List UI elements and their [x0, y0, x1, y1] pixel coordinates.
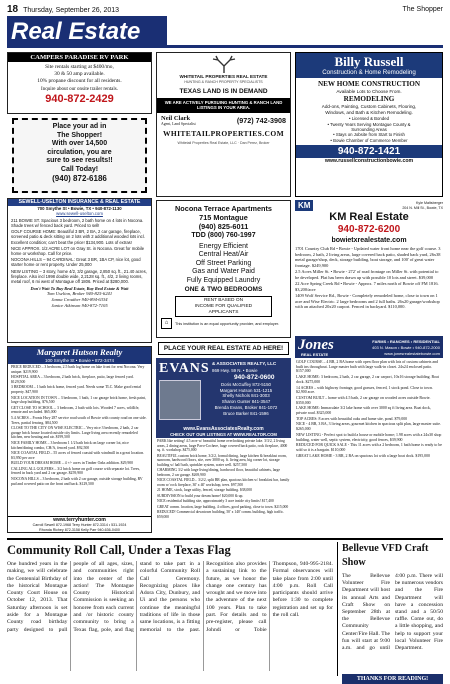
sewell-agents	[8, 291, 151, 309]
evans-tagline: 869 Hwy. 59 N. • Bowie	[212, 368, 258, 373]
list-item: NICE - 4 BR, 3 BA, 3 living areas, gourmet kitchen in spacious split plan, large master suite. $265,000	[296, 422, 441, 432]
thanks-banner: THANKS FOR READING!	[342, 674, 443, 684]
whitetail-brand: WHITETAIL PROPERTIES REAL ESTATE	[179, 74, 268, 79]
jones-contact: 403 N. Mason • Bowie • 940-872-2000	[372, 345, 440, 350]
russell-web[interactable]: www.russellconstructionbowie.com	[324, 158, 414, 165]
russell-sub: Construction & Home Remodeling	[322, 69, 416, 76]
evans-name: EVANS	[159, 361, 210, 376]
evans-firm: & ASSOCIATES REALTY, LLC	[212, 361, 277, 366]
list-item: PRICE REDUCED – 3 bedroom, 2.5 bath log home on lake front for rent Nocona. Very unique. $219,900	[11, 365, 145, 374]
sewell-address: 700 Smythe St • Bowie, TX • 940-872-1130	[37, 206, 122, 211]
russell-phone: 940-872-1421	[296, 145, 442, 158]
agent-line: Sharon Gunter 841-3547	[221, 399, 271, 405]
agent-line: Rhonda Richey 872-3158 Kelly Parr 940-636-0400	[39, 527, 120, 532]
article-roll-call	[7, 542, 333, 676]
section-title: Real Estate	[7, 16, 167, 48]
agent-line: Brenda Evans, Broker 841-1072	[214, 404, 278, 410]
list-item: 14 ACRES – with highway frontage, good grasses, fenced, 1 stock pond. Close to town. $2,900 acre.	[296, 385, 433, 395]
nocona-title: Nocona Terrace Apartments	[175, 204, 272, 213]
agent-line: Doris McGuffey 872-5150	[221, 382, 271, 387]
agent-line: Shelly Nichols 841-3003	[222, 393, 270, 399]
sewell-tagline: Don't Wait To Buy Real Estate, Buy Real Estate & Wait	[30, 286, 129, 292]
margaret-ad	[7, 346, 152, 533]
evans-web[interactable]: www.EvansAssociatesRealty.com	[156, 426, 291, 432]
place-ad-phone: (940) 872-6186	[52, 174, 107, 183]
km-phone: 940-872-6200	[337, 224, 401, 235]
nocona-rent-line: INCOME FOR QUALIFIED	[194, 303, 253, 309]
list-item: CUSTOM BUILT – home with 4.5 bath, 2 car garage on wooded acres outside Bowie. $350,000	[296, 395, 431, 405]
margaret-listings	[8, 364, 151, 488]
jones-listings	[295, 358, 443, 461]
list-item: NICE residential building site, approximately 3 acre inside city limits! $17,400	[157, 499, 274, 503]
list-item: NICE COASTAL FIELD – 55 acres of fenced coastal with windmill in a great location. $3,950 per acre	[11, 451, 145, 460]
article-craft-show	[342, 542, 443, 682]
list-item: 2.5 Acres Miller St. • Bowie - 272' of road frontage on Miller St. with potential to be developed. Plat has been drawn up with possible 10 lots and street. $39,000	[295, 269, 439, 280]
masthead-bar	[7, 4, 443, 15]
section-divider	[7, 538, 443, 540]
sewell-title: SEWELL-USELTON INSURANCE & REAL ESTATE	[8, 199, 151, 206]
vertical-rule	[337, 542, 338, 676]
jones-brand: Jones	[298, 337, 334, 353]
agent-line: Janna Crouther 940-894-6334	[51, 297, 108, 303]
campers-line4: Inquire about our onsite trailer rentals.	[41, 87, 118, 92]
article-body: One hundred years in the making, we will celebrate the Centennial Birthday of the historical Montague County Court House on October 12, 2013. That Saturday afternoon is set aside for a Montague County road birthday party designed to pull people of all ages, sizes, and communities right into the center of the action! The Montague County Historical Commission is seeking an honoree from each current and /or historic county community to bring a Texas flag, pole, and flag stand to take part in a colorful Community Roll Call Ceremony. Recognizing places like Adora City, Dunbury, and Ui and the persons who continue the meaningful traditions of life in those same locations, is a fitting memorial to the past. Recognition also provides a sustaining link to the future, as we honor the change one century has wrought and we move into the adventure of the next 100 years. Plan to take part. For details and to pre-register, please call Johndi or Tobie Thompson, 940-995-2184. Formal observances will take place from 2:00 until 4:00 p.m. Roll Call participants should arrive before 1:30 to complete registration and set up for the roll call.	[7, 561, 333, 633]
russell-header	[296, 53, 442, 78]
agent-line: Carroll Sewell 872-1968 Terry Hunter 872-3314 • 531-1924	[32, 523, 127, 528]
equal-housing-icon: ⌂	[161, 318, 172, 329]
evans-phone: 940-872-0600	[234, 374, 275, 381]
house-photo	[159, 380, 201, 420]
article-title: Community Roll Call, Under a Texas Flag	[7, 543, 231, 557]
km-ad	[295, 200, 443, 332]
list-item: 1701 Country Club Rd • Bowie - Updated water front home near the golf course. 3 bedroom, 2 bath, 2 living areas, large covered back patio, shaded back yard, 26x38 metal garage/shop, deck, storage building, boat storage, and 100' of great water frontage. $249,900	[295, 246, 441, 268]
whitetail-fine: Whitetail Properties Real Estate, LLC · Dan Perez, Broker	[177, 140, 270, 145]
campers-line3: 10% propane discount for all residents.	[37, 78, 122, 84]
deer-antler-icon	[209, 56, 239, 74]
place-ad-l4: circulation, you are	[47, 148, 112, 156]
jones-web[interactable]: www.jonesrealestatebowie.com	[384, 351, 440, 356]
km-web[interactable]: bowietxrealestate.com	[331, 237, 407, 244]
nocona-phone: (940) 825-6011	[198, 222, 249, 231]
nocona-amenity: Gas and Water Paid	[192, 268, 255, 276]
list-item: NEW LISTING - Perfect spot to build a house or mobile home; 1.98 acres with a 24x30 shop building, water well, septic system, electricity, good fences, $39,900	[296, 432, 442, 442]
paper-name: The Shopper	[402, 6, 443, 13]
km-agent-name: Kyle Maltsberger	[416, 201, 443, 206]
km-brand: KM Real Estate	[329, 211, 409, 223]
list-item: NICE FAMILY HOME – 3 bedroom 1 1/2 bath brick on large corner lot, nice kitchen/dining combo, CH/A, fenced yard. $92,500	[11, 440, 129, 450]
russell-h2c: Windows, and Bath & Kitchen Remodeling.	[325, 109, 413, 115]
list-item: NEW LISTING – 3 story, home 4/2, 3/2 garage, 2,850 sq. ft., 21.40 acres, fireplace. Also incl 1998 double wide, 2,2128 sq. ft., 4/2, 2 living rooms, metal roof, 6 mi west of Montague off 1806. Priced at $280,000.	[11, 268, 147, 285]
whitetail-ad	[156, 52, 291, 197]
list-item: HOSPITAL AREA – 3 bedroom, 2 bath brick, fireplace, patio, large fenced yard. $129,500	[11, 375, 134, 384]
list-item: SUBDIVISION to build your dream home! $20,000 & up.	[157, 493, 244, 498]
campers-phone: 940-872-2429	[45, 93, 114, 105]
list-item: REDUCED! Commercial downtown building, 50' x 140' comm. building, high traffic. $59,000	[157, 510, 285, 519]
issue-date: Thursday, September 26, 2013	[23, 7, 120, 14]
russell-b4: • Bowie Chamber of Commerce Member	[330, 137, 408, 143]
place-ad-l5: sure to see results!!	[46, 157, 113, 164]
russell-h2b: Add-ons, Painting, Custom Cabinets, Flooring,	[321, 104, 417, 109]
km-agent-address: 204 N. Mill St., Bowie, TX	[402, 205, 443, 210]
jones-tags: FARMS • RANCHES • RESIDENTIAL	[372, 339, 440, 344]
list-item: LAKE HOME: Immaculate 3/2 lake home with over 3000 sq ft living area. Boat dock, private road. $325,000	[296, 406, 431, 416]
margaret-title: Margaret Hutson Realty	[8, 347, 151, 358]
russell-ad	[295, 52, 443, 197]
nocona-amenity: Off Street Parking	[195, 259, 252, 267]
list-item: NICE APPROX. 1/2 ACRE LOT on Gray St. in Nocona. Great for mobile home or workshop. Call for price.	[11, 245, 145, 257]
article-title: Bellevue VFD Craft Show	[342, 543, 429, 568]
km-logo: KM	[295, 200, 313, 211]
list-item: 3 BEDROOM – 1 bath brick home, fenced yard. Needs some TLC. Make good rental property. $47,900	[11, 385, 141, 394]
evans-cta: CHECK OUT OUR LISTINGS AT WWW.REALTOR.COM	[156, 432, 291, 438]
nocona-rent-line: APPLICANTS	[208, 309, 239, 315]
list-item: REDUCED FOR QUICK SALE - This 11 acres with a 2 bedroom, 1 bath home is ready to be sold so it is a bargain. $110,000	[296, 443, 442, 452]
list-item: PARK like setting! 4.5 acre w/ beautiful home overlooking private lake. 3/3/2, 2 living areas, 2 dining areas, large Pavo-Cochere, huge covered back patio, rock fireplace, 4000 sq. ft. workshop. $475,000	[157, 439, 288, 452]
list-item: 1409 Wolf Service Rd., Bowie - Completely remodeled home, close to town on 1 acre and Wise Electric. 2 large bedrooms and 2 full baths. 26x20 garage/workshop with an attached 20x20 carport. Fenced in backyard. $110,000.	[295, 293, 440, 309]
nocona-rent-line: RENT BASED ON	[203, 298, 244, 304]
place-ad-box	[12, 118, 147, 193]
list-item: CHARMING 3/2 with large living/dining, hardwood floor, beautiful cabinets, large bedroom, 2 car garage. $269,900	[157, 468, 281, 477]
list-item: CLOSE TO THE CITY ON WISE ELECTRIC – Very nice 3 bedroom, 2 bath, 2 car garage brick house located outside city limits. Large living area recently remodeled kitchen, new heating and air. $199,500	[11, 426, 139, 440]
list-item: CALLING ALL GOLFERS – 3/2 brick home on golf course with separate lot. Trees, fenced in back yard and 2 car garage. $259,900	[11, 466, 141, 476]
evans-listings	[156, 438, 291, 521]
list-item: NICE COASTAL FIELD... 3/2/2, split BR plan, spacious kitchen w/ breakfast bar, family room w/ rock fireplace, 30' x 40' workshop, trees. $97,500	[157, 478, 290, 487]
sewell-web[interactable]: www.sewell-uselton.com	[56, 211, 103, 217]
sewell-listings	[8, 217, 151, 286]
article-body: The Bellevue Volunteer Fire Department will host its annual Arts and Craft Show on September 28th at the Bellevue Community Center/Fire Hall. The fun will start at 9:00 a.m. and go until 4:00 p.m. There will be numerous vendors and the Fire Department will have a concession stand and a 50/50 raffle. Come out, do a little shopping, and help to support your local Volunteer Fire Department.	[342, 573, 443, 652]
km-listings	[295, 246, 443, 310]
agent-line: Tom Uselton, Broker 940-825-6241	[46, 291, 113, 297]
russell-b2: • Twenty Years Serving Montague County &	[327, 121, 411, 127]
agent-line: Margaret Hutson 531-1215	[219, 387, 273, 393]
whitetail-agent-title: Agent, Land Specialist	[161, 121, 196, 126]
whitetail-phone: (972) 742-3908	[236, 115, 286, 125]
evans-header	[156, 358, 291, 426]
list-item: GOLF COURSE – 4 BR, 2 BA home with open floor plan with lots of custom cabinets and built ins throughout. Large master bath with large walk-in closet. 24x24 enclosed patio. $157,000	[296, 360, 438, 374]
list-item: TOP ACRES: 8 acres with beautiful oaks and home site, pond. $79,000	[296, 416, 408, 421]
russell-b3: • Stays on Jobsite from Start to Finish	[333, 132, 405, 138]
list-item: GOLF COURSE HOME: Beautiful 3 BR, 2 BA, 2 car garage, fireplace, screened patio & deck sitting on 2 lots with 2 additional wooded lots incl. Excellent condition; can't beat the price! $134,900. Lots of extras!	[11, 229, 145, 245]
jones-sub: REAL ESTATE	[301, 352, 329, 357]
nocona-amenity: Fully Equipped Laundry	[186, 276, 261, 284]
campers-line1: Site rentals starting at $400/mo,	[45, 64, 114, 70]
list-item: LAKE HOME: 3 bedroom, 2 bath, 2 car garage, 2 car carport, 10x16 storage building. Boat dock. $275,000	[296, 375, 439, 384]
list-item: NICE LOCATION IN TOWN – 3 bedroom, 1 bath, 1 car garage brick home, fresh paint, large shop building. $76,500	[11, 395, 146, 405]
campers-line2: 30 & 50 amp available.	[54, 71, 105, 77]
russell-h2: REMODELING	[343, 95, 395, 103]
place-ad-l3: With over 14,500	[51, 140, 108, 147]
evans-ad	[156, 358, 291, 533]
place-ad-banner: PLACE YOUR REAL ESTATE AD HERE!	[158, 342, 289, 355]
evans-agents	[204, 382, 288, 416]
nocona-amenity: Energy Efficient	[199, 243, 248, 250]
nocona-rent-box	[175, 296, 272, 317]
whitetail-web[interactable]: WHITETAILPROPERTIES.COM	[162, 128, 285, 138]
margaret-address: 100 Smythe St • Bowie • 872-3474	[8, 358, 151, 364]
margaret-web[interactable]: www.terryhunter.com	[53, 516, 106, 523]
sewell-ad	[7, 198, 152, 343]
list-item: GREAT LAKE HOME - 3 BR, 2 BA on spacious lot with a large boat dock. $195,000	[296, 453, 430, 458]
place-ad-l6: Call Today!	[60, 165, 99, 173]
nocona-ad	[156, 200, 291, 338]
jones-header	[295, 336, 443, 358]
russell-b2b: Surrounding Areas	[351, 127, 387, 132]
agent-line: Bruce Barker 841-1596	[223, 410, 269, 416]
nocona-fine: This institution is an equal opportunity provider, and employer.	[175, 321, 280, 326]
list-item: 5.4 ACRES – Fronts Hwy 287 service road south of Bowie with county road on one side. Trees, partial fencing. $84,500	[11, 415, 147, 425]
km-header	[295, 200, 443, 211]
russell-b1: • Licensed & Bonded	[349, 116, 389, 122]
section-banner	[7, 16, 443, 48]
campers-ad	[7, 52, 152, 114]
nocona-units: ONE & TWO BEDROOMS	[184, 286, 263, 294]
place-ad-l1: Place your ad in	[52, 123, 107, 130]
nocona-tdd: TDD (800) 760-1997	[191, 232, 256, 239]
agent-line: Janice Atkinson 940-872-7105	[51, 303, 108, 309]
list-item: BEAUTIFUL custom brick home, 3/2/2, formal dining, large kitchen & breakfast room, sunroom, hardwood floors, site, over 3000 sq. ft. living area, big corner lot, storage building w/ half bath, sprinkler system, water well. $257,500	[157, 453, 287, 467]
list-item: NOCONA HILLS – 3 bedroom, 2 bath with 2 car garage, outside storage building, RV pad and covered patio on the front and back. $129,500	[11, 477, 143, 486]
list-item: 22 Acre Spring Creek Rd • Bowie - Approx. 7 miles north of Bowie off FM 1816. $3,200/acre	[295, 281, 439, 292]
whitetail-headline: TEXAS LAND IS IN DEMAND	[179, 88, 268, 95]
margaret-footer	[8, 516, 151, 532]
list-item: GREAT comm. location, large building, 4 offices, good parking, close to town. $215,000	[157, 504, 289, 509]
whitetail-band: WE ARE ACTIVELY PURSUING HUNTING & RANCH LAND LISTINGS IN YOUR AREA.	[157, 98, 290, 113]
nocona-address: 715 Montague	[199, 213, 248, 222]
whitetail-agent: Neil Clark	[161, 114, 191, 122]
russell-h1: NEW HOME CONSTRUCTION	[317, 80, 421, 88]
list-item: BUILD YOUR DREAM HOME – 4 +/- acres in Timber Oaks addition. $29,900	[11, 461, 134, 466]
jones-ad	[295, 336, 443, 533]
list-item: 21 HOME, stock, large utility, fenced, storage building. $38,000	[157, 488, 252, 492]
campers-title: CAMPERS PARADISE RV PARK	[8, 53, 151, 62]
whitetail-tag: HUNTING & RANCH PROPERTY SPECIALISTS	[184, 80, 263, 84]
place-ad-l2: The Shopper!	[56, 131, 103, 139]
list-item: NOCONA HILLS – 94 CARDINAL: Great 3 BR, 1BA CP, nice lot, good starter home or rent property. Under 25,000	[11, 257, 141, 268]
page-number: 18	[7, 4, 19, 15]
russell-name: Billy Russell	[334, 54, 404, 69]
list-item: 211 BOWIE ST. Spacious 3 bedroom, 2 bath home on 4 lots in Nocona. Shade trees w/ fenced back yard. Priced to sell!	[11, 217, 144, 229]
russell-h1b: Available Lots to Choose From.	[336, 89, 402, 94]
list-item: GET CLOSE TO SCHOOL – 3 bedroom, 2 bath with lots. Wooded 7 acres, wildlife, remote and secluded. $65,000	[11, 405, 140, 415]
nocona-amenity: Central Heat/Air	[198, 251, 249, 259]
